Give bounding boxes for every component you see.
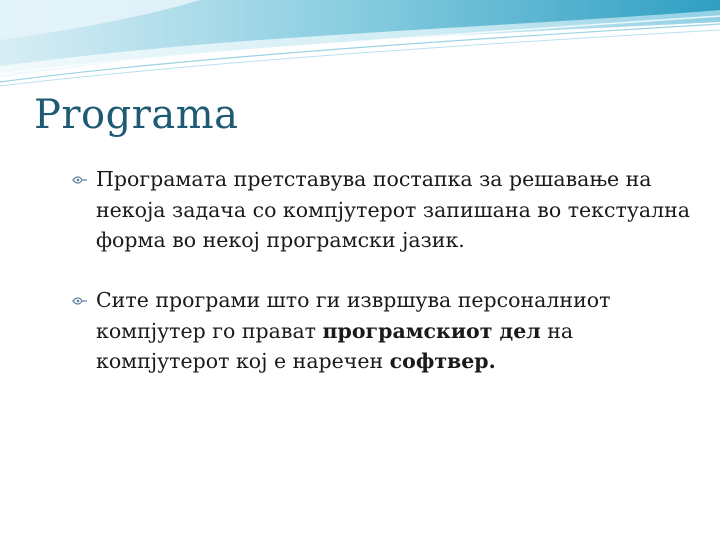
bullet-text-2-part3: .: [488, 349, 496, 373]
bullet-text-2-part2: на компјутерот кој е наречен: [96, 319, 574, 373]
ornament-bullet-icon: [72, 165, 96, 195]
ornament-bullet-icon: [72, 286, 96, 316]
bullet-text-1: Програмата претставува постапка за решавање на некоја задача со компјутерот запишана во текстуална форма во некој програмски јазик.: [96, 167, 691, 252]
slide-title: Programa: [34, 92, 239, 138]
bullet-text-2-bold1: програмскиот дел: [322, 319, 541, 343]
bullet-text-2-part1: Сите програми што ги извршува персоналниот компјутер го прават: [96, 288, 611, 343]
bullet-item-1: [72, 164, 692, 255]
bullet-text-2-bold2: софтвер: [389, 349, 489, 373]
bullet-item-2: [72, 285, 692, 376]
header-wave-decoration: [0, 0, 720, 90]
bullet-list: [72, 164, 692, 376]
